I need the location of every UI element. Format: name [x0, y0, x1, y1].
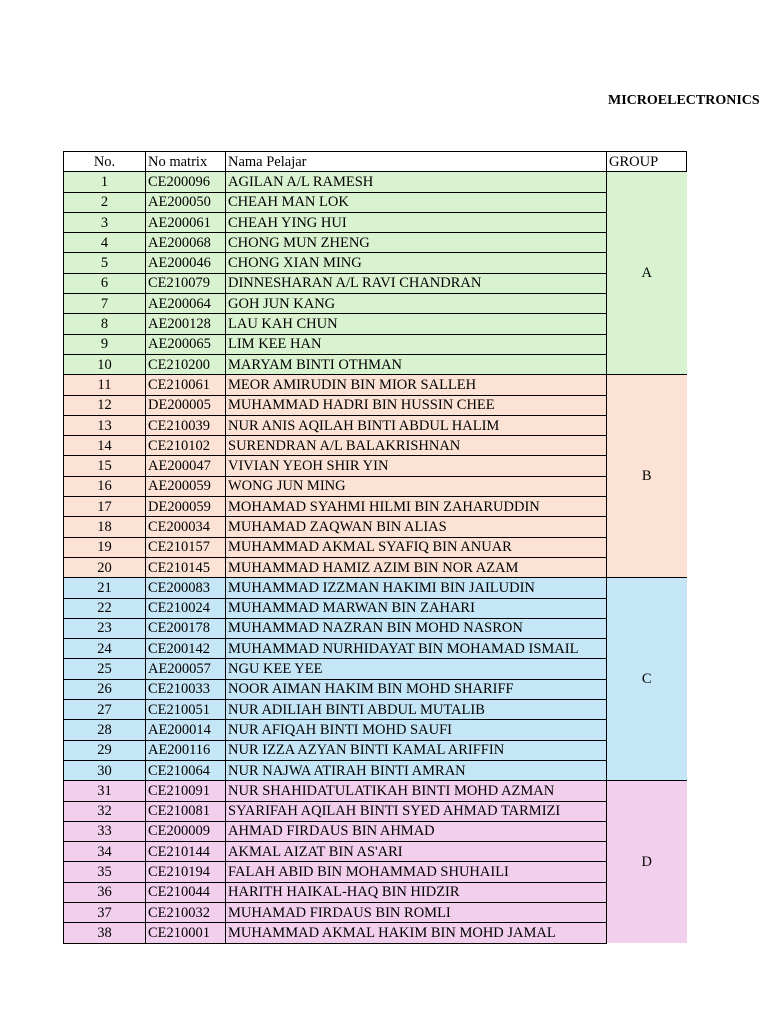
cell-matrix: CE210145: [146, 557, 226, 577]
cell-name: AKMAL AIZAT BIN AS'ARI: [226, 842, 607, 862]
cell-no: 34: [64, 842, 146, 862]
header-row: [64, 152, 687, 172]
cell-no: 8: [64, 314, 146, 334]
cell-name: MUHAMMAD AKMAL SYAFIQ BIN ANUAR: [226, 537, 607, 557]
cell-matrix: AE200065: [146, 334, 226, 354]
table-row: [64, 456, 687, 476]
cell-name: LIM KEE HAN: [226, 334, 607, 354]
cell-matrix: CE200009: [146, 821, 226, 841]
cell-name: MUHAMMAD AKMAL HAKIM BIN MOHD JAMAL: [226, 923, 607, 943]
cell-matrix: AE200050: [146, 192, 226, 212]
cell-matrix: CE210061: [146, 375, 226, 395]
cell-no: 32: [64, 801, 146, 821]
cell-name: MUHAMMAD MARWAN BIN ZAHARI: [226, 598, 607, 618]
cell-name: CHEAH MAN LOK: [226, 192, 607, 212]
table-row: [64, 639, 687, 659]
cell-matrix: AE200064: [146, 294, 226, 314]
cell-matrix: AE200046: [146, 253, 226, 273]
cell-name: MUHAMMAD NURHIDAYAT BIN MOHAMAD ISMAIL: [226, 639, 607, 659]
cell-name: LAU KAH CHUN: [226, 314, 607, 334]
cell-matrix: CE200034: [146, 517, 226, 537]
cell-matrix: CE210091: [146, 781, 226, 801]
cell-matrix: CE210102: [146, 436, 226, 456]
header-group: GROUP: [607, 152, 687, 172]
table-row: [64, 902, 687, 922]
cell-no: 19: [64, 537, 146, 557]
cell-no: 16: [64, 476, 146, 496]
cell-matrix: CE210081: [146, 801, 226, 821]
cell-matrix: CE210001: [146, 923, 226, 943]
cell-name: NUR NAJWA ATIRAH BINTI AMRAN: [226, 760, 607, 780]
cell-matrix: CE200178: [146, 618, 226, 638]
cell-matrix: CE200142: [146, 639, 226, 659]
cell-no: 35: [64, 862, 146, 882]
table-row: [64, 821, 687, 841]
cell-no: 27: [64, 700, 146, 720]
table-body: [64, 172, 687, 943]
table-row: [64, 253, 687, 273]
table-row: [64, 740, 687, 760]
cell-no: 2: [64, 192, 146, 212]
cell-no: 17: [64, 497, 146, 517]
cell-name: AHMAD FIRDAUS BIN AHMAD: [226, 821, 607, 841]
cell-no: 7: [64, 294, 146, 314]
cell-name: WONG JUN MING: [226, 476, 607, 496]
table-row: [64, 842, 687, 862]
cell-no: 14: [64, 436, 146, 456]
table-row: [64, 375, 687, 395]
cell-matrix: AE200059: [146, 476, 226, 496]
table-row: [64, 537, 687, 557]
cell-matrix: AE200014: [146, 720, 226, 740]
table-row: [64, 354, 687, 374]
cell-name: NUR IZZA AZYAN BINTI KAMAL ARIFFIN: [226, 740, 607, 760]
cell-no: 4: [64, 233, 146, 253]
cell-name: MUHAMMAD HADRI BIN HUSSIN CHEE: [226, 395, 607, 415]
table-row: [64, 598, 687, 618]
cell-name: NOOR AIMAN HAKIM BIN MOHD SHARIFF: [226, 679, 607, 699]
cell-matrix: CE210157: [146, 537, 226, 557]
table-row: [64, 395, 687, 415]
cell-name: MUHAMMAD IZZMAN HAKIMI BIN JAILUDIN: [226, 578, 607, 598]
cell-no: 3: [64, 212, 146, 232]
cell-no: 1: [64, 172, 146, 192]
cell-no: 10: [64, 354, 146, 374]
cell-matrix: AE200057: [146, 659, 226, 679]
cell-matrix: AE200068: [146, 233, 226, 253]
cell-name: MARYAM BINTI OTHMAN: [226, 354, 607, 374]
cell-name: NUR ADILIAH BINTI ABDUL MUTALIB: [226, 700, 607, 720]
cell-name: CHONG MUN ZHENG: [226, 233, 607, 253]
table-row: [64, 801, 687, 821]
cell-matrix: CE210194: [146, 862, 226, 882]
cell-name: MUHAMMAD NAZRAN BIN MOHD NASRON: [226, 618, 607, 638]
header-matrix: No matrix: [146, 152, 226, 172]
cell-name: NUR AFIQAH BINTI MOHD SAUFI: [226, 720, 607, 740]
cell-name: MUHAMMAD HAMIZ AZIM BIN NOR AZAM: [226, 557, 607, 577]
group-label: A: [607, 172, 687, 375]
cell-no: 24: [64, 639, 146, 659]
table-header: [64, 152, 687, 172]
cell-no: 20: [64, 557, 146, 577]
cell-name: MUHAMAD ZAQWAN BIN ALIAS: [226, 517, 607, 537]
cell-name: SURENDRAN A/L BALAKRISHNAN: [226, 436, 607, 456]
cell-matrix: CE210051: [146, 700, 226, 720]
cell-name: VIVIAN YEOH SHIR YIN: [226, 456, 607, 476]
cell-matrix: AE200116: [146, 740, 226, 760]
cell-no: 26: [64, 679, 146, 699]
cell-no: 5: [64, 253, 146, 273]
cell-name: CHONG XIAN MING: [226, 253, 607, 273]
cell-no: 28: [64, 720, 146, 740]
cell-matrix: CE210024: [146, 598, 226, 618]
cell-no: 38: [64, 923, 146, 943]
cell-no: 25: [64, 659, 146, 679]
cell-matrix: CE210033: [146, 679, 226, 699]
table-row: [64, 882, 687, 902]
cell-matrix: DE200005: [146, 395, 226, 415]
group-label: C: [607, 578, 687, 781]
table-row: [64, 720, 687, 740]
cell-no: 31: [64, 781, 146, 801]
table-row: [64, 760, 687, 780]
cell-matrix: CE210079: [146, 273, 226, 293]
table-row: [64, 679, 687, 699]
cell-matrix: CE210032: [146, 902, 226, 922]
cell-no: 36: [64, 882, 146, 902]
cell-name: NUR SHAHIDATULATIKAH BINTI MOHD AZMAN: [226, 781, 607, 801]
table-row: [64, 172, 687, 192]
cell-no: 33: [64, 821, 146, 841]
cell-name: MOHAMAD SYAHMI HILMI BIN ZAHARUDDIN: [226, 497, 607, 517]
cell-no: 11: [64, 375, 146, 395]
cell-matrix: CE210064: [146, 760, 226, 780]
header-no: No.: [64, 152, 146, 172]
cell-matrix: CE210039: [146, 415, 226, 435]
table-row: [64, 781, 687, 801]
cell-name: CHEAH YING HUI: [226, 212, 607, 232]
table-row: [64, 314, 687, 334]
cell-no: 29: [64, 740, 146, 760]
table-row: [64, 436, 687, 456]
cell-name: NGU KEE YEE: [226, 659, 607, 679]
cell-matrix: CE210200: [146, 354, 226, 374]
cell-matrix: CE210044: [146, 882, 226, 902]
cell-no: 13: [64, 415, 146, 435]
table-row: [64, 192, 687, 212]
cell-matrix: AE200128: [146, 314, 226, 334]
cell-name: DINNESHARAN A/L RAVI CHANDRAN: [226, 273, 607, 293]
table-row: [64, 517, 687, 537]
cell-no: 9: [64, 334, 146, 354]
table-row: [64, 233, 687, 253]
table-row: [64, 659, 687, 679]
table-row: [64, 497, 687, 517]
table-row: [64, 700, 687, 720]
cell-matrix: AE200061: [146, 212, 226, 232]
cell-name: FALAH ABID BIN MOHAMMAD SHUHAILI: [226, 862, 607, 882]
cell-name: MUHAMAD FIRDAUS BIN ROMLI: [226, 902, 607, 922]
group-label: D: [607, 781, 687, 943]
cell-no: 22: [64, 598, 146, 618]
student-group-table: [63, 151, 687, 944]
cell-no: 6: [64, 273, 146, 293]
table-row: [64, 578, 687, 598]
table-row: [64, 294, 687, 314]
table-row: [64, 273, 687, 293]
cell-matrix: CE210144: [146, 842, 226, 862]
cell-no: 30: [64, 760, 146, 780]
table-row: [64, 557, 687, 577]
cell-matrix: DE200059: [146, 497, 226, 517]
cell-no: 15: [64, 456, 146, 476]
table-row: [64, 923, 687, 943]
cell-name: SYARIFAH AQILAH BINTI SYED AHMAD TARMIZI: [226, 801, 607, 821]
table-row: [64, 415, 687, 435]
cell-name: MEOR AMIRUDIN BIN MIOR SALLEH: [226, 375, 607, 395]
table-row: [64, 212, 687, 232]
cell-no: 18: [64, 517, 146, 537]
cell-name: GOH JUN KANG: [226, 294, 607, 314]
cell-no: 21: [64, 578, 146, 598]
cell-name: HARITH HAIKAL-HAQ BIN HIDZIR: [226, 882, 607, 902]
cell-matrix: CE200096: [146, 172, 226, 192]
cell-no: 23: [64, 618, 146, 638]
cell-matrix: AE200047: [146, 456, 226, 476]
group-label: B: [607, 375, 687, 578]
cell-no: 37: [64, 902, 146, 922]
cell-matrix: CE200083: [146, 578, 226, 598]
cell-name: NUR ANIS AQILAH BINTI ABDUL HALIM: [226, 415, 607, 435]
cell-no: 12: [64, 395, 146, 415]
cell-name: AGILAN A/L RAMESH: [226, 172, 607, 192]
table-row: [64, 476, 687, 496]
table-row: [64, 334, 687, 354]
table-row: [64, 862, 687, 882]
header-name: Nama Pelajar: [226, 152, 607, 172]
table-row: [64, 618, 687, 638]
page-title: MICROELECTRONICS: [608, 93, 760, 108]
